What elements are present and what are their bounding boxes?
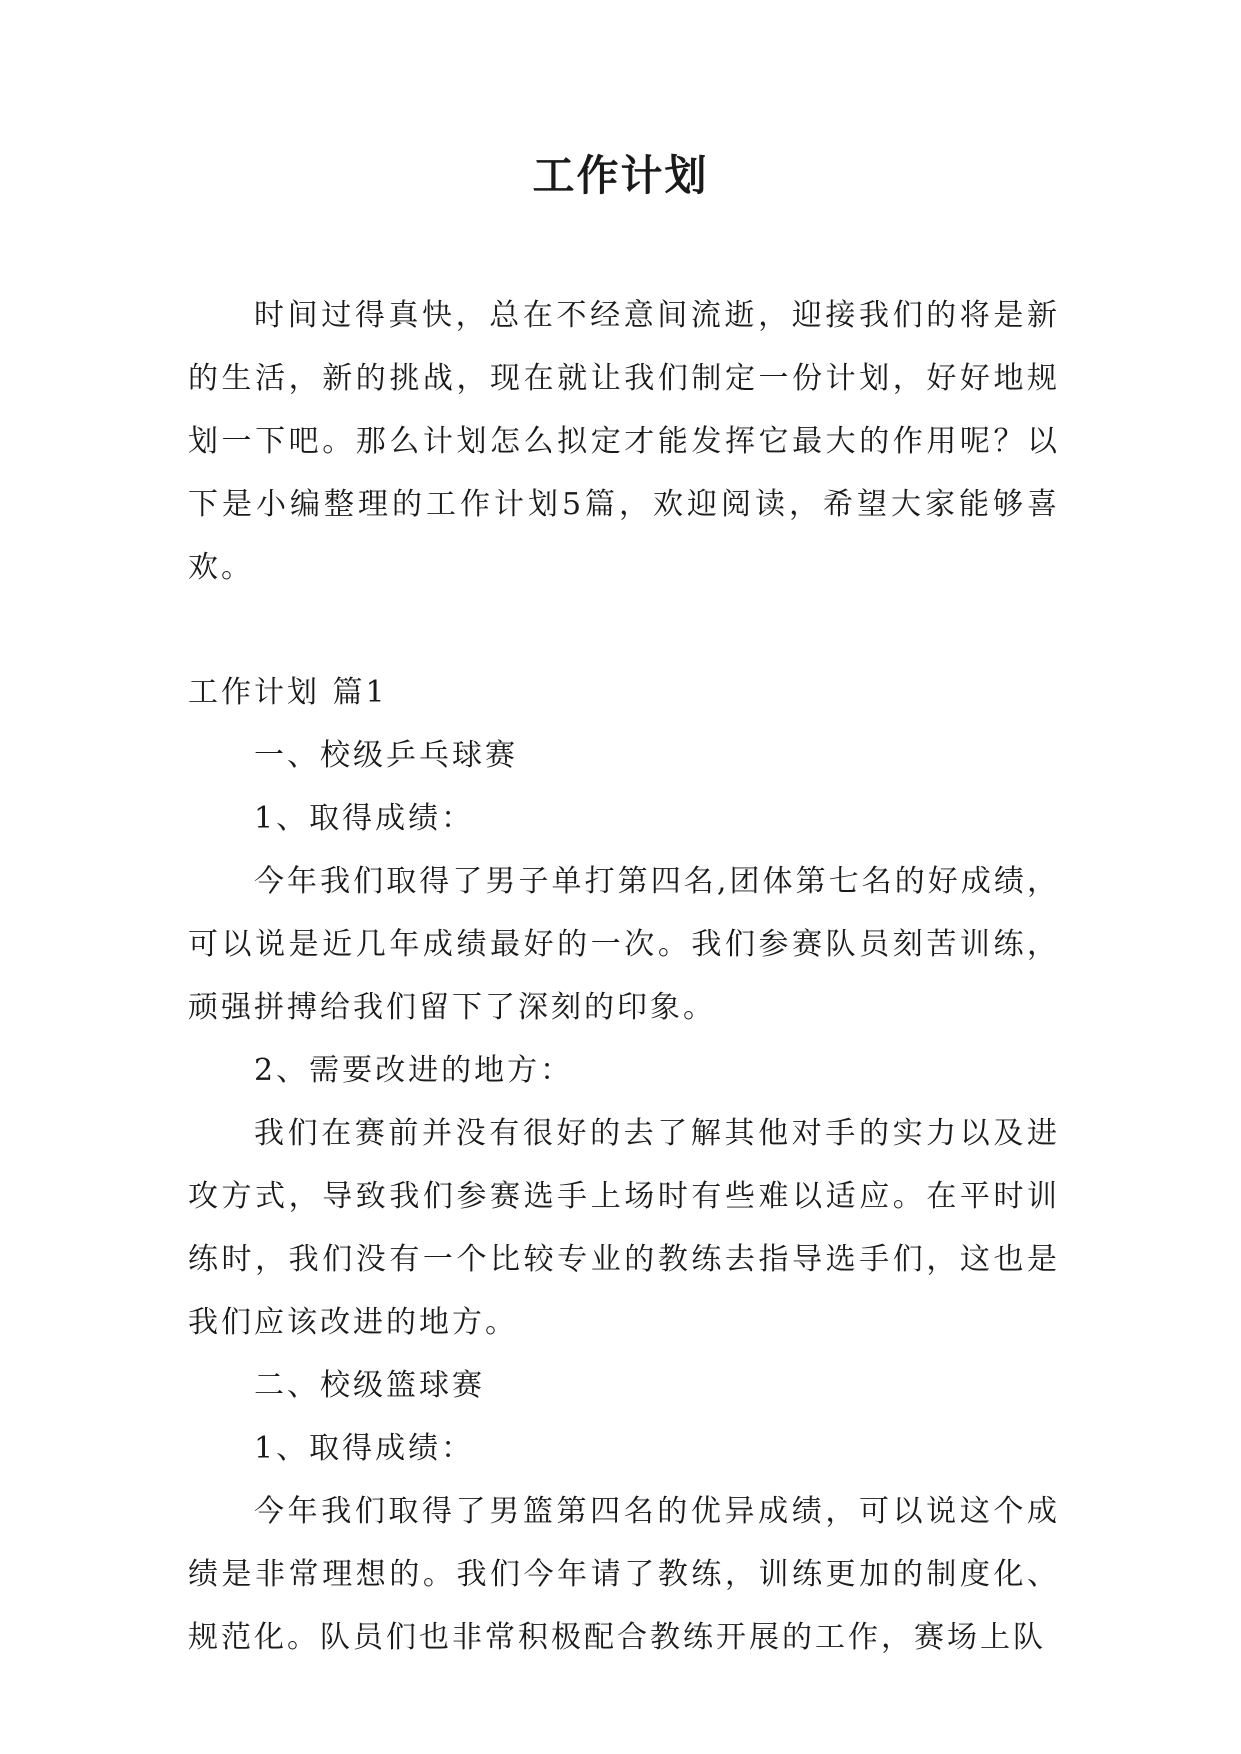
paragraph-basketball-results: 今年我们取得了男篮第四名的优异成绩，可以说这个成绩是非常理想的。我们今年请了教练，训练更加的制度化、规范化。队员们也非常积极配合教练开展的工作，赛场上队	[188, 1494, 1060, 1655]
intro-paragraph: 时间过得真快，总在不经意间流逝，迎接我们的将是新的生活，新的挑战，现在就让我们制定一份计划，好好地规划一下吧。那么计划怎么拟定才能发挥它最大的作用呢？以下是小编整理的工作计划5篇，欢迎阅读，希望大家能够喜欢。	[188, 298, 1060, 585]
document-title: 工作计划	[532, 151, 709, 200]
section-heading: 工作计划 篇1	[188, 675, 388, 710]
subheading-results-1: 1、取得成绩：	[254, 801, 475, 836]
document-body	[188, 284, 1060, 1669]
paragraph-pingpong-results: 今年我们取得了男子单打第四名,团体第七名的好成绩，可以说是近几年成绩最好的一次。我们参赛队员刻苦训练，顽强拼搏给我们留下了深刻的印象。	[188, 864, 1060, 1025]
subheading-basketball: 二、校级篮球赛	[254, 1368, 485, 1403]
subheading-improvements: 2、需要改进的地方：	[254, 1053, 574, 1088]
paragraph-pingpong-improvements: 我们在赛前并没有很好的去了解其他对手的实力以及进攻方式，导致我们参赛选手上场时有些难以适应。在平时训练时，我们没有一个比较专业的教练去指导选手们，这也是我们应该改进的地方。	[188, 1116, 1060, 1340]
subheading-results-2: 1、取得成绩：	[254, 1431, 475, 1466]
subheading-pingpong: 一、校级乒乓球赛	[254, 738, 518, 773]
